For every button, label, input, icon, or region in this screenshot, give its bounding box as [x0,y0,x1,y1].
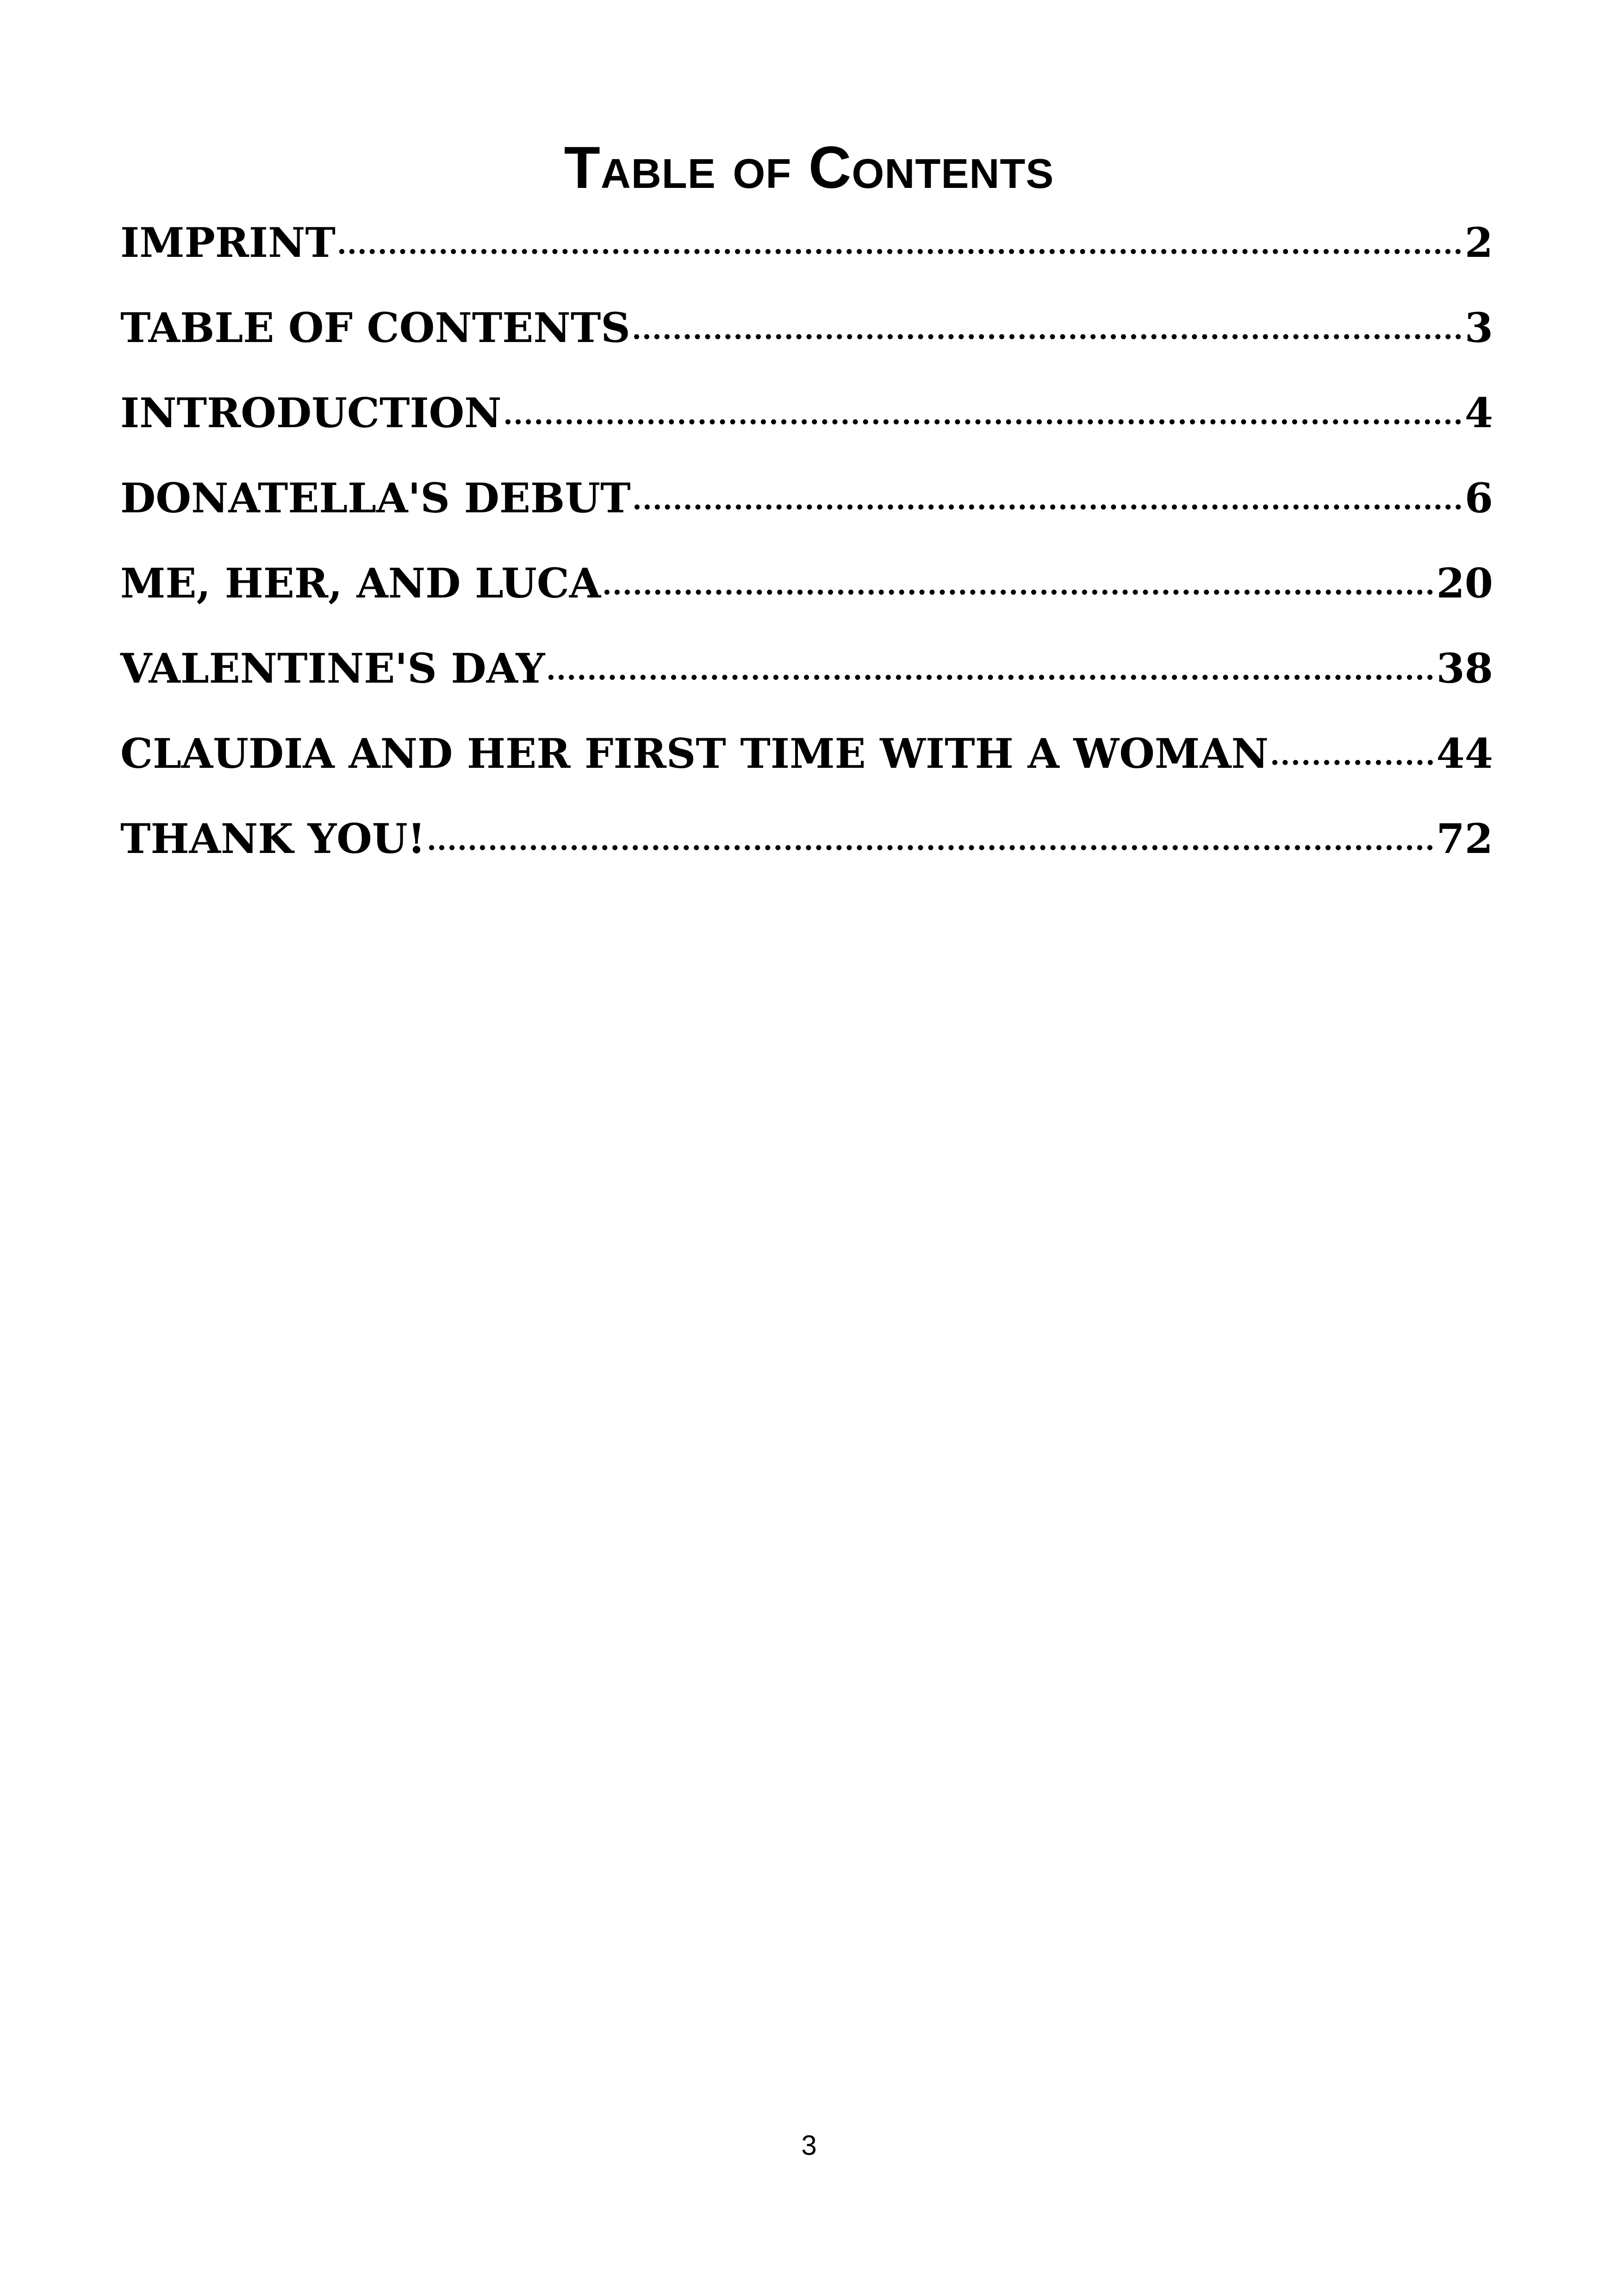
dot-leader [1272,760,1433,765]
toc-entry-valentines-day[interactable] [120,644,1493,733]
toc-entry-label: CLAUDIA AND HER FIRST TIME WITH A WOMAN [120,729,1269,778]
toc-entry-page: 6 [1464,474,1493,522]
toc-entry-page: 3 [1464,304,1493,352]
toc-entry-label: VALENTINE'S DAY [120,644,545,692]
toc-entry-donatellas-debut[interactable] [120,474,1493,563]
table-of-contents [120,218,1493,903]
dot-leader [339,249,1461,254]
dot-leader [634,334,1461,339]
toc-entry-table-of-contents[interactable] [120,304,1493,392]
toc-entry-label: IMPRINT [120,218,336,267]
page-title: Table of Contents [564,134,1054,201]
toc-entry-page: 72 [1436,815,1493,863]
dot-leader [604,590,1432,595]
toc-entry-page: 20 [1436,559,1493,607]
toc-entry-label: INTRODUCTION [120,389,502,437]
dot-leader [505,419,1461,424]
toc-entry-me-her-and-luca[interactable] [120,559,1493,648]
dot-leader [548,675,1432,680]
toc-entry-introduction[interactable] [120,389,1493,478]
page-number: 3 [801,2130,817,2161]
toc-entry-page: 4 [1464,389,1493,437]
toc-entry-label: DONATELLA'S DEBUT [120,474,631,522]
toc-entry-label: ME, HER, AND LUCA [120,559,601,607]
dot-leader [429,845,1432,850]
toc-entry-label: TABLE OF CONTENTS [120,304,630,352]
toc-entry-claudia[interactable] [120,729,1493,818]
dot-leader [635,504,1461,510]
toc-entry-label: THANK YOU! [120,815,426,863]
toc-entry-page: 2 [1464,218,1493,267]
toc-entry-thank-you[interactable] [120,815,1493,903]
toc-entry-page: 38 [1436,644,1493,692]
toc-entry-page: 44 [1436,729,1493,778]
toc-entry-imprint[interactable] [120,218,1493,307]
